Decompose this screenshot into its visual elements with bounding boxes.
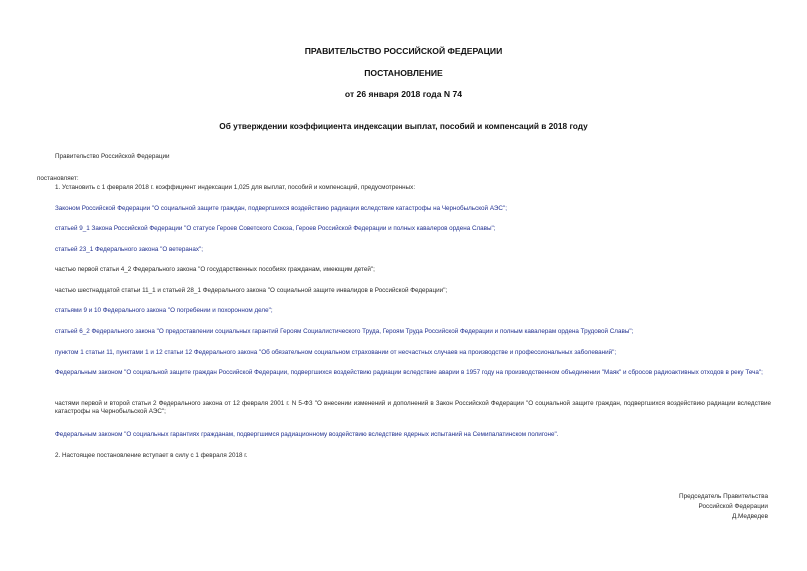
government-title: ПРАВИТЕЛЬСТВО РОССИЙСКОЙ ФЕДЕРАЦИИ bbox=[304, 46, 503, 56]
signature-position-line-1: Председатель Правительства bbox=[679, 493, 768, 500]
document-type: ПОСТАНОВЛЕНИЕ bbox=[364, 68, 443, 78]
document-date-number: от 26 января 2018 года N 74 bbox=[344, 89, 463, 99]
law-reference-link[interactable]: Федеральным законом "О социальной защите граждан Российской Федерации, подвергшихся воздействию радиации вследствие аварии в 1957 году на производственном объединении "Маяк" и сбросов радиоактивных отходов в реку Теча"; bbox=[55, 369, 763, 376]
signature-name: Д.Медведев bbox=[731, 512, 768, 520]
law-reference-link[interactable]: статьей 9_1 Закона Российской Федерации "О статусе Героев Советского Союза, Героев Российской Федерации и полных кавалеров ордена Славы"; bbox=[55, 225, 496, 232]
signature-position-line-2: Российской Федерации bbox=[698, 502, 768, 510]
law-reference-link[interactable]: пунктом 1 статьи 11, пунктами 1 и 12 статьи 12 Федерального закона "Об обязательном социальном страховании от несчастных случаев на производстве и профессиональных заболеваний"; bbox=[55, 349, 617, 356]
decrees-text: постановляет: bbox=[37, 175, 79, 182]
law-reference-link[interactable]: Законом Российской Федерации "О социальной защите граждан, подвергшихся воздействию радиации вследствие катастрофы на Чернобыльской АЭС"; bbox=[55, 205, 507, 212]
law-reference-link[interactable]: статьей 23_1 Федерального закона "О ветеранах"; bbox=[55, 246, 204, 253]
signature-block bbox=[679, 492, 768, 521]
item-1-text: 1. Установить с 1 февраля 2018 г. коэффициент индексации 1,025 для выплат, пособий и компенсаций, предусмотренных: bbox=[55, 184, 416, 191]
document-subject: Об утверждении коэффициента индексации выплат, пособий и компенсаций в 2018 году bbox=[219, 121, 588, 131]
law-reference[interactable]: частями первой и второй статьи 2 Федерального закона от 12 февраля 2001 г. N 5-ФЗ "О внесении изменений и дополнений в Закон Российской Федерации "О социальной защите граждан, подвергшихся воздействию радиации вследствие катастрофы на Чернобыльской АЭС"; bbox=[55, 400, 771, 416]
law-reference[interactable]: частью первой статьи 4_2 Федерального закона "О государственных пособиях гражданам, имеющим детей"; bbox=[55, 266, 375, 273]
law-reference[interactable]: частью шестнадцатой статьи 11_1 и статьей 28_1 Федерального закона "О социальной защите инвалидов в Российской Федерации"; bbox=[55, 287, 448, 294]
law-reference-link[interactable]: статьей 6_2 Федерального закона "О предоставлении социальных гарантий Героям Социалистического Труда, Героям Труда Российской Федерации и полным кавалерам ордена Трудовой Славы"; bbox=[55, 328, 634, 335]
item-2-text: 2. Настоящее постановление вступает в силу с 1 февраля 2018 г. bbox=[55, 452, 248, 459]
intro-text: Правительство Российской Федерации bbox=[55, 153, 170, 160]
law-reference-link[interactable]: статьями 9 и 10 Федерального закона "О погребении и похоронном деле"; bbox=[55, 307, 273, 314]
law-reference-link[interactable]: Федеральным законом "О социальных гарантиях гражданам, подвергшимся радиационному воздействию вследствие ядерных испытаний на Семипалатинском полигоне". bbox=[55, 431, 559, 438]
